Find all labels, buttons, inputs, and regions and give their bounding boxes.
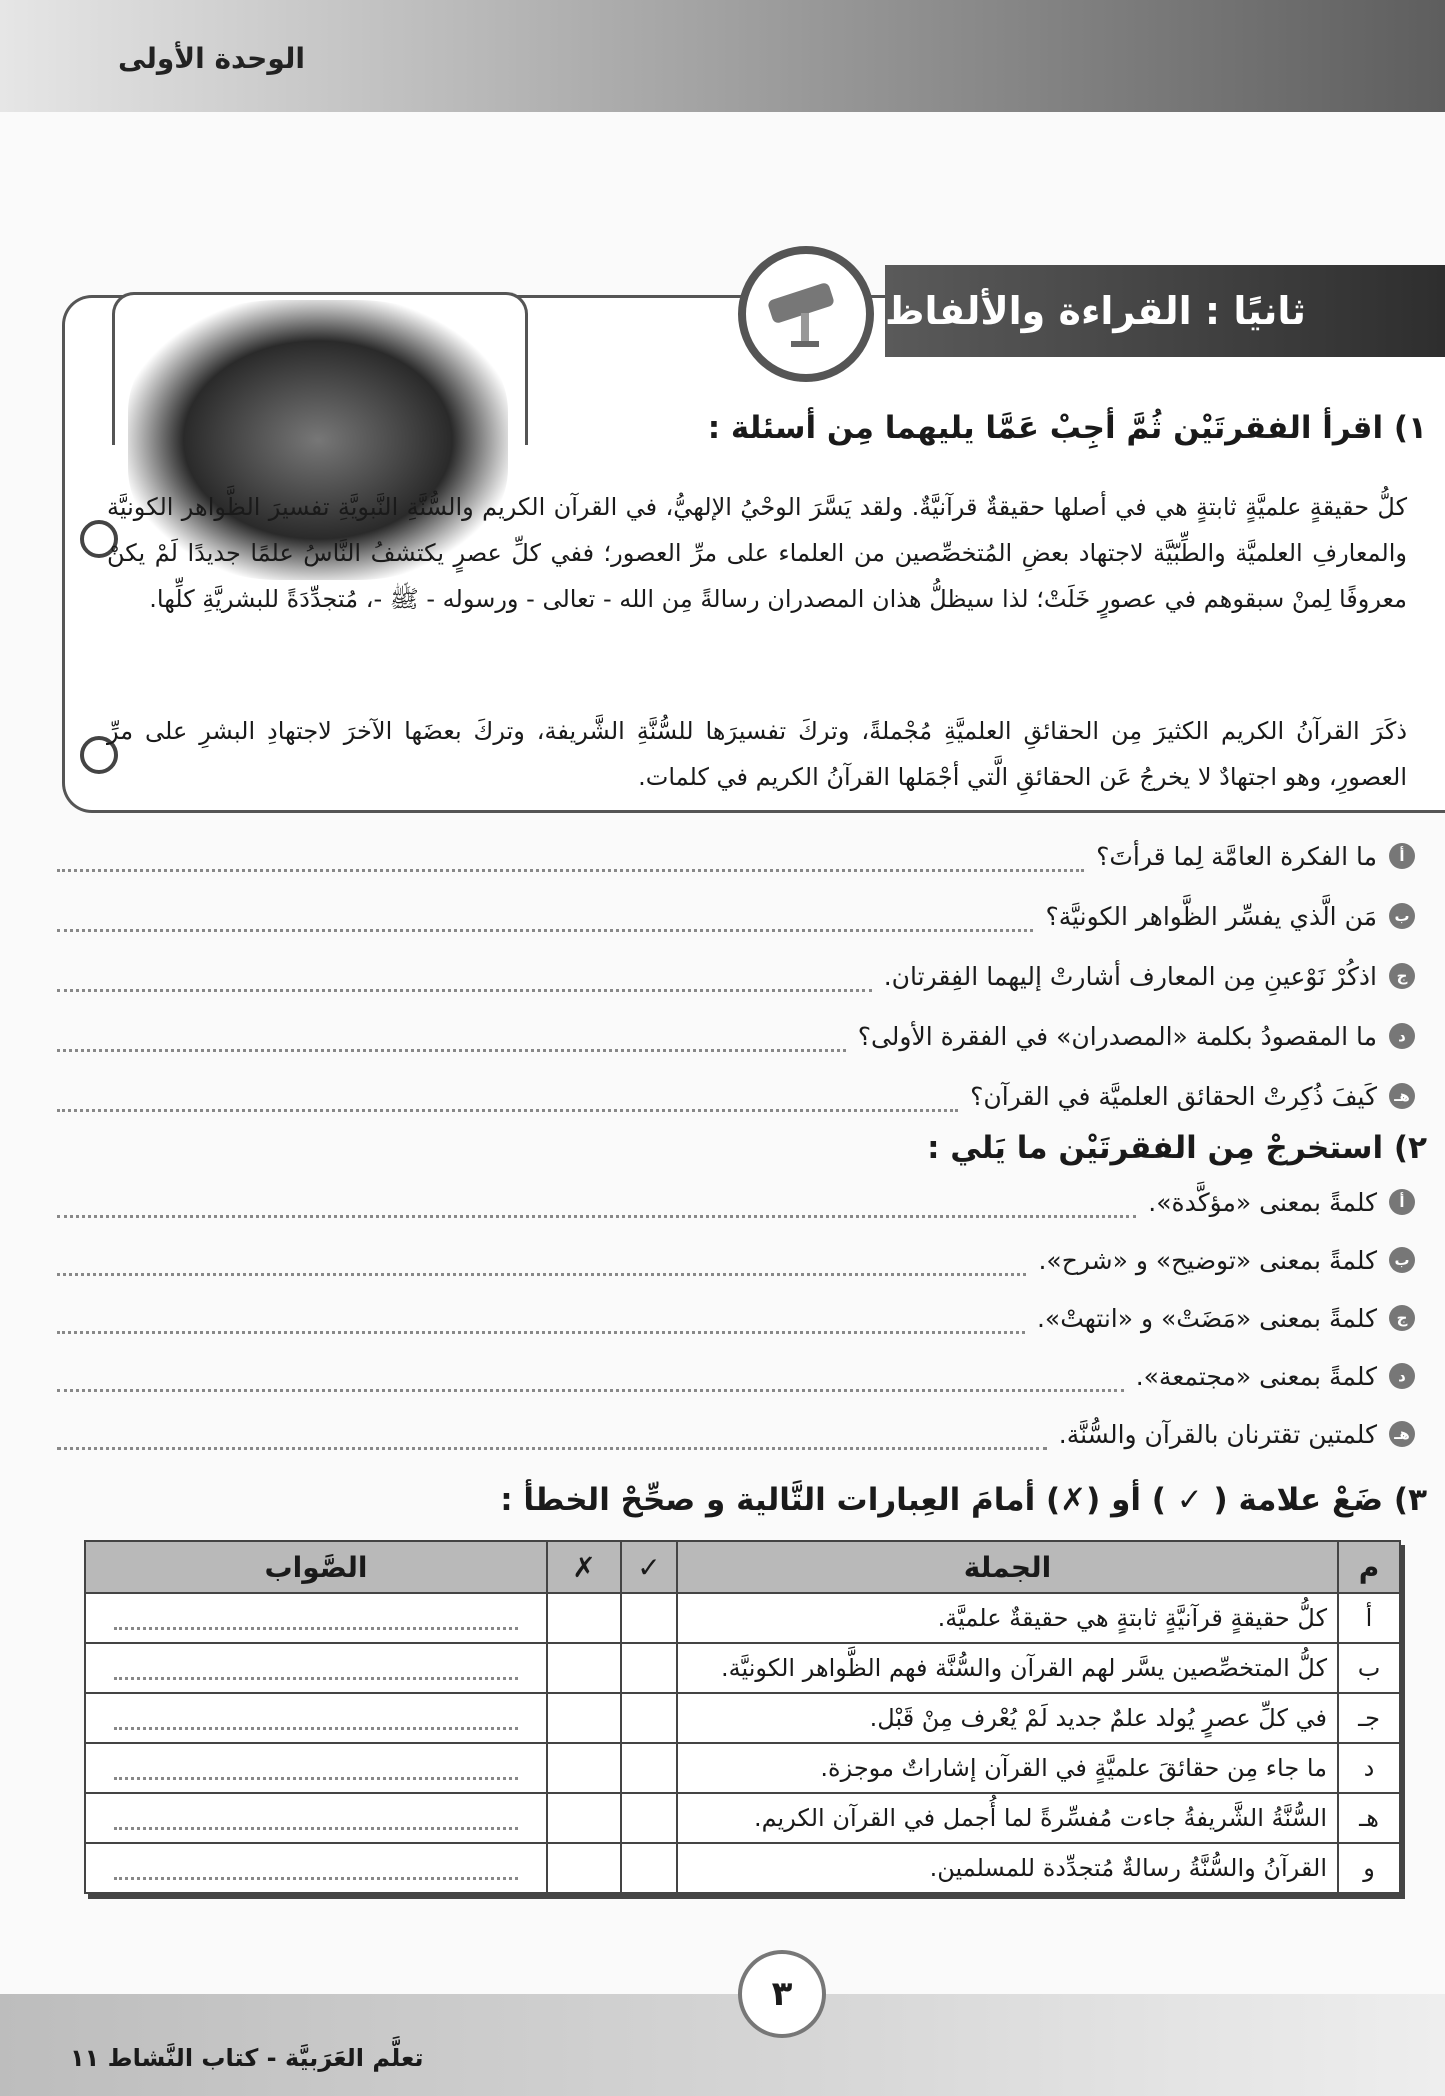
check-cell[interactable] xyxy=(621,1643,677,1693)
page-number: ٣ xyxy=(738,1950,826,2038)
cross-cell[interactable] xyxy=(547,1693,621,1743)
row-index: ب xyxy=(1338,1643,1400,1693)
row-sentence: كلُّ المتخصِّصين يسَّر لهم القرآن والسُّنَّة فهم الظَّواهر الكونيَّة. xyxy=(677,1643,1338,1693)
cross-cell[interactable] xyxy=(547,1643,621,1693)
correction-cell[interactable] xyxy=(85,1843,547,1893)
answer-line[interactable] xyxy=(57,1021,846,1052)
question-badge: أ xyxy=(1389,843,1415,869)
header-index: م xyxy=(1338,1541,1400,1593)
question-badge: ج xyxy=(1389,963,1415,989)
row-index: د xyxy=(1338,1743,1400,1793)
answer-line[interactable] xyxy=(57,1187,1136,1218)
answer-line[interactable] xyxy=(57,1245,1026,1276)
question-badge: ب xyxy=(1389,1247,1415,1273)
question-text: كلمةً بمعنى «مَضَتْ» و «انتهتْ». xyxy=(1036,1303,1377,1333)
correction-cell[interactable] xyxy=(85,1793,547,1843)
q2-title: ٢) استخرجْ مِن الفقرتَيْن ما يَلي : xyxy=(927,1130,1427,1166)
footer-band xyxy=(0,1994,1445,2096)
q1-title: ١) اقرأ الفقرتَيْن ثُمَّ أجِبْ عَمَّا يليهما مِن أسئلة : xyxy=(707,410,1427,446)
q2-item xyxy=(45,1238,1415,1282)
question-text: كَيفَ ذُكِرتْ الحقائق العلميَّة في القرآن؟ xyxy=(970,1081,1377,1111)
answer-line[interactable] xyxy=(57,1361,1124,1392)
question-text: كلمةً بمعنى «مجتمعة». xyxy=(1135,1361,1377,1391)
true-false-table xyxy=(84,1540,1401,1894)
row-index: هـ xyxy=(1338,1793,1400,1843)
row-sentence: السُّنَّةُ الشَّريفةُ جاءت مُفسِّرةً لما أُجمل في القرآن الكريم. xyxy=(677,1793,1338,1843)
cross-cell[interactable] xyxy=(547,1743,621,1793)
book-title: تعلَّم العَرَبيَّة - كتاب النَّشاط ١١ xyxy=(70,2044,424,2072)
question-text: ما الفكرة العامَّة لِما قرأتَ؟ xyxy=(1096,841,1377,871)
cross-cell[interactable] xyxy=(547,1843,621,1893)
telescope-icon xyxy=(738,246,874,382)
question-badge: أ xyxy=(1389,1189,1415,1215)
question-badge: هـ xyxy=(1389,1421,1415,1447)
table-header-row xyxy=(85,1541,1400,1593)
q1-question xyxy=(45,894,1415,938)
question-text: كلمةً بمعنى «مؤكَّدة». xyxy=(1148,1187,1377,1217)
answer-line[interactable] xyxy=(57,1081,958,1112)
table-row xyxy=(85,1793,1400,1843)
unit-title: الوحدة الأولى xyxy=(118,42,305,75)
q3-title: ٣) ضَعْ علامة ( ✓ ) أو (✗) أمامَ العِبارات التَّالية و صحِّحْ الخطأ : xyxy=(500,1482,1427,1518)
check-cell[interactable] xyxy=(621,1693,677,1743)
correction-cell[interactable] xyxy=(85,1593,547,1643)
row-sentence: في كلِّ عصرٍ يُولد علمٌ جديد لَمْ يُعْرف مِنْ قَبْل. xyxy=(677,1693,1338,1743)
answer-line[interactable] xyxy=(57,1303,1025,1334)
header-correct: الصَّواب xyxy=(85,1541,547,1593)
row-index: و xyxy=(1338,1843,1400,1893)
check-cell[interactable] xyxy=(621,1793,677,1843)
answer-line[interactable] xyxy=(57,1419,1047,1450)
q1-question xyxy=(45,1074,1415,1118)
correction-cell[interactable] xyxy=(85,1693,547,1743)
cross-cell[interactable] xyxy=(547,1593,621,1643)
q2-item xyxy=(45,1296,1415,1340)
check-cell[interactable] xyxy=(621,1743,677,1793)
header-cross-icon: ✗ xyxy=(547,1541,621,1593)
correction-cell[interactable] xyxy=(85,1643,547,1693)
section-title: ثانيًا : القراءة والألفاظ xyxy=(885,289,1306,333)
question-text: كلمةً بمعنى «توضيح» و «شرح». xyxy=(1038,1245,1377,1275)
question-badge: د xyxy=(1389,1363,1415,1389)
reading-paragraph-2: ذكَرَ القرآنُ الكريم الكثيرَ مِن الحقائقِ العلميَّةِ مُجْملةً، وتركَ تفسيرَها للسُّنَّةِ الشَّريفة، وتركَ بعضَها الآخرَ لاجتهادِ البشرِ على مرِّ العصورِ، وهو اجتهادٌ لا يخرجُ عَن الحقائقِ الَّتي أجْمَلها القرآنُ الكريم في كلمات. xyxy=(107,717,1407,791)
answer-line[interactable] xyxy=(57,901,1033,932)
question-badge: ب xyxy=(1389,903,1415,929)
question-badge: هـ xyxy=(1389,1083,1415,1109)
table-row xyxy=(85,1693,1400,1743)
question-badge: ج xyxy=(1389,1305,1415,1331)
question-text: ما المقصودُ بكلمة «المصدران» في الفقرة الأولى؟ xyxy=(857,1021,1377,1051)
table-row xyxy=(85,1593,1400,1643)
check-cell[interactable] xyxy=(621,1843,677,1893)
header-sentence: الجملة xyxy=(677,1541,1338,1593)
answer-line[interactable] xyxy=(57,841,1084,872)
row-sentence: كلُّ حقيقةٍ قرآنيَّةٍ ثابتةٍ هي حقيقةٌ علميَّة. xyxy=(677,1593,1338,1643)
q2-item xyxy=(45,1412,1415,1456)
correction-cell[interactable] xyxy=(85,1743,547,1793)
q2-item xyxy=(45,1354,1415,1398)
question-text: اذكُرْ نَوْعينِ مِن المعارف أشارتْ إليهما الفِقرتان. xyxy=(883,961,1377,991)
header-band xyxy=(0,0,1445,112)
q1-question xyxy=(45,834,1415,878)
table-row xyxy=(85,1843,1400,1893)
q1-question xyxy=(45,954,1415,998)
question-text: مَن الَّذي يفسِّر الظَّواهر الكونيَّة؟ xyxy=(1045,901,1377,931)
q2-item xyxy=(45,1180,1415,1224)
header-check-icon: ✓ xyxy=(621,1541,677,1593)
section-banner xyxy=(885,265,1445,357)
row-sentence: ما جاء مِن حقائقَ علميَّةٍ في القرآن إشاراتٌ موجزة. xyxy=(677,1743,1338,1793)
q1-question xyxy=(45,1014,1415,1058)
reading-paragraph-1: كلُّ حقيقةٍ علميَّةٍ ثابتةٍ هي في أصلها حقيقةٌ قرآنيَّةٌ. ولقد يَسَّرَ الوحْيُ الإلهيُّ، في القرآن الكريم والسُّنَّةِ النَّبويَّةِ تفسيرَ الظَّواهر الكونيَّة والمعارفِ العلميَّة والطِّبّيَّة لاجتهاد بعضِ المُتخصِّصين من العلماء على مرِّ العصور؛ ففي كلِّ عصرٍ يكتشفُ النَّاسُ علمًا جديدًا لَمْ يكنْ معروفًا لِمنْ سبقوهم في عصورٍ خَلَتْ؛ لذا سيظلُّ هذان المصدران رسالةً مِن الله - تعالى - ورسوله - ﷺ -، مُتجدِّدَةً للبشريَّةِ كلِّها. xyxy=(107,493,1407,613)
cross-cell[interactable] xyxy=(547,1793,621,1843)
row-sentence: القرآنُ والسُّنَّةُ رسالةٌ مُتجدِّدة للمسلمين. xyxy=(677,1843,1338,1893)
row-index: جـ xyxy=(1338,1693,1400,1743)
table-row xyxy=(85,1643,1400,1693)
check-cell[interactable] xyxy=(621,1593,677,1643)
question-text: كلمتين تقترنان بالقرآن والسُّنَّة. xyxy=(1058,1419,1377,1449)
question-badge: د xyxy=(1389,1023,1415,1049)
row-index: أ xyxy=(1338,1593,1400,1643)
table-row xyxy=(85,1743,1400,1793)
answer-line[interactable] xyxy=(57,961,872,992)
